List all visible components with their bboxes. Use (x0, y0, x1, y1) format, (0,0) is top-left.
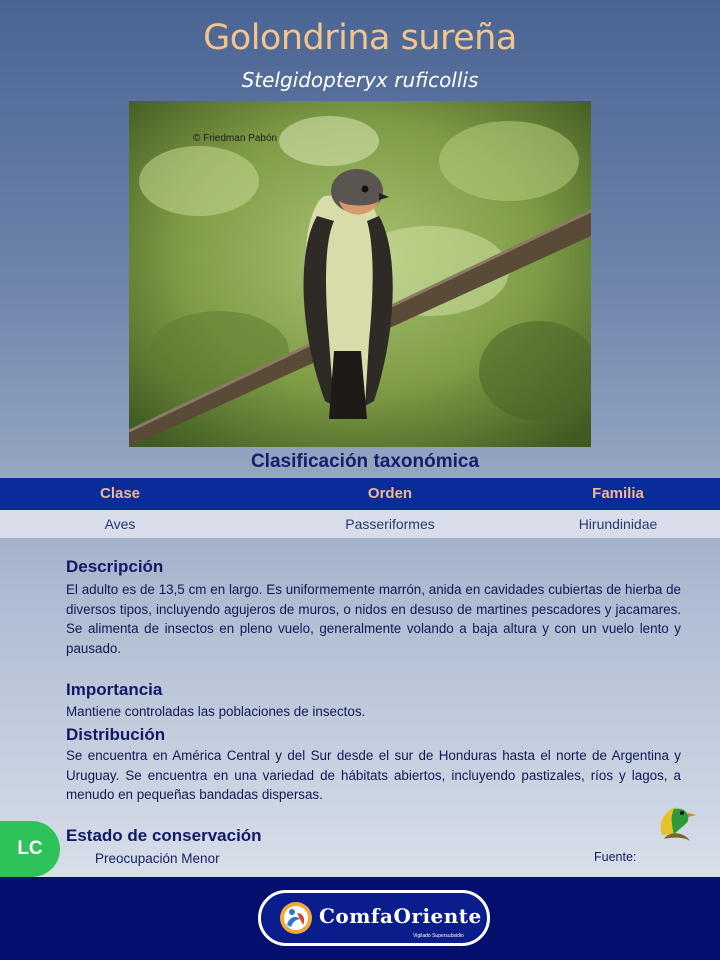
footer-bar (0, 877, 720, 960)
importancia-text: Mantiene controladas las poblaciones de insectos. (66, 704, 366, 719)
descripcion-heading: Descripción (66, 557, 164, 576)
comfaoriente-logo (258, 890, 490, 946)
taxonomy-header-clase: Clase (99, 485, 141, 502)
conservation-status-badge: LC (0, 821, 60, 877)
birding-logo (654, 805, 708, 867)
importancia-heading: Importancia (66, 680, 163, 699)
taxonomy-header-familia: Familia (592, 485, 644, 502)
taxonomy-value-orden: Passeriformes (345, 516, 435, 532)
comfaoriente-emblem-icon (279, 901, 313, 935)
common-name-title: Golondrina sureña (203, 18, 517, 58)
taxonomy-value-familia: Hirundinidae (578, 516, 658, 532)
descripcion-text: El adulto es de 13,5 cm en largo. Es uniformemente marrón, anida en cavidades cubiertas de hierba de diversos tipos, incluyendo agujeros de muros, o nidos en desuso de martines pescadores y jacamares. Se alimenta de insectos en pleno vuelo, generalmente volando a baja altura y con un vuelo lento y pausado. (66, 582, 681, 656)
scientific-name: Stelgidopteryx ruficollis (241, 68, 479, 92)
birding-bird-icon (654, 805, 708, 867)
taxonomy-header-row (0, 478, 720, 510)
taxonomy-header-orden: Orden (367, 485, 413, 502)
bird-photo-illustration (129, 101, 591, 447)
conservation-status-text: Preocupación Menor (95, 851, 220, 866)
comfaoriente-subtext: Vigilado Supersubsidio (413, 933, 464, 939)
distribucion-text: Se encuentra en América Central y del Sur desde el sur de Honduras hasta el norte de Argentina y Uruguay. Se encuentra en una variedad de hábitats abiertos, incluyendo pastizales, ríos y lagos, a menudo en pequeñas bandadas dispersas. (66, 748, 681, 802)
taxonomy-value-clase: Aves (104, 516, 136, 532)
taxonomy-title: Clasificación taxonómica (250, 451, 480, 472)
conservacion-heading: Estado de conservación (66, 826, 262, 845)
bird-photo (129, 101, 591, 447)
photo-credit: © Friedman Pabón (193, 133, 278, 144)
taxonomy-value-row (0, 510, 720, 538)
comfaoriente-wordmark: ComfaOriente (319, 904, 482, 928)
source-label: Fuente: (594, 850, 637, 864)
distribucion-heading: Distribución (66, 725, 166, 744)
